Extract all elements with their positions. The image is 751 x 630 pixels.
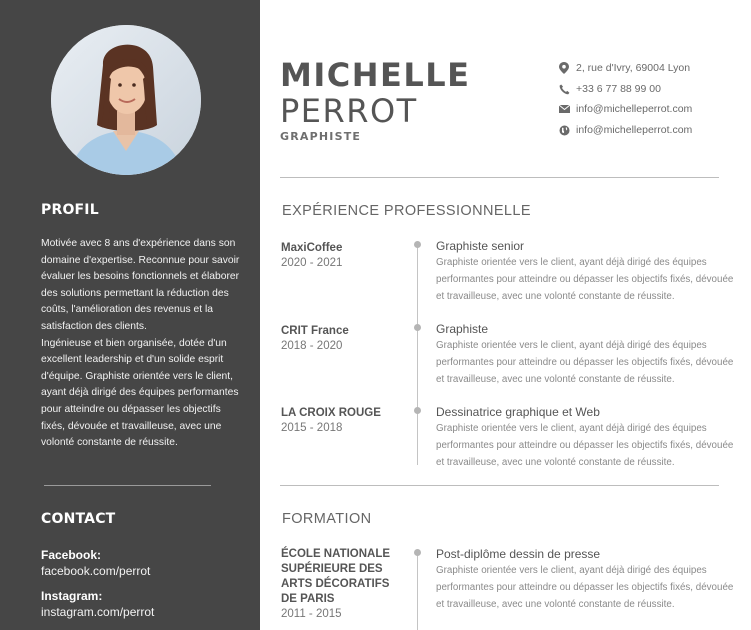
instagram-label: Instagram:	[41, 589, 103, 603]
profile-heading: PROFIL	[41, 202, 99, 218]
experience-description: Graphiste orientée vers le client, ayant déjà dirigé des équipes performantes pour atteindre ou dépasser les objectifs fixés, dévouée et travailleuse, avec une volonté constante de réussite.	[436, 257, 734, 302]
experience-period: 2018 - 2020	[281, 340, 343, 352]
timeline-dot	[414, 324, 421, 331]
email-text[interactable]: info@michelleperrot.com	[576, 103, 693, 115]
education-degree: Post-diplôme dessin de presse	[436, 547, 601, 561]
experience-description: Graphiste orientée vers le client, ayant déjà dirigé des équipes performantes pour atteindre ou dépasser les objectifs fixés, dévouée et travailleuse, avec une volonté constante de réussite.	[436, 340, 734, 385]
location-pin-icon	[558, 62, 570, 74]
timeline-dot	[414, 241, 421, 248]
phone-icon	[558, 83, 570, 95]
experience-company: LA CROIX ROUGE	[281, 407, 381, 419]
website-row	[558, 123, 692, 137]
education-description: Graphiste orientée vers le client, ayant déjà dirigé des équipes performantes pour atteindre ou dépasser les objectifs fixés, dévouée et travailleuse, avec une volonté constante de réussite.	[436, 565, 734, 610]
education-timeline	[417, 552, 418, 630]
last-name: PERROT	[280, 92, 418, 130]
profile-text	[41, 236, 241, 452]
profile-paragraph-1: Motivée avec 8 ans d'expérience dans son domaine d'expertise. Reconnue pour savoir évaluer les besoins fonctionnels et élaborer des solutions permettant la réduction des coûts, l'amélioration des revenus et la satisfaction des clients.	[41, 238, 240, 332]
address-row	[558, 61, 690, 75]
email-row	[558, 102, 692, 116]
first-name: MICHELLE	[280, 56, 471, 94]
job-title: GRAPHISTE	[280, 130, 362, 143]
envelope-icon	[558, 103, 570, 115]
experience-company: MaxiCoffee	[281, 242, 343, 254]
experience-role: Graphiste senior	[436, 239, 525, 253]
instagram-link[interactable]: instagram.com/perrot	[41, 605, 155, 619]
facebook-link[interactable]: facebook.com/perrot	[41, 564, 151, 578]
sidebar	[0, 0, 260, 630]
address-text: 2, rue d'Ivry, 69004 Lyon	[576, 62, 691, 74]
profile-photo	[51, 25, 201, 175]
education-title: FORMATION	[282, 511, 372, 527]
profile-paragraph-2: Ingénieuse et bien organisée, dotée d'un excellent leadership et d'un solide esprit d'équipe. Graphiste orientée vers le client, ayant déjà dirigé des équipes performantes pour atteindre ou dépasser les objectifs fixés, dévouée et travailleuse, avec une volonté constante de réussite.	[41, 337, 239, 449]
timeline-dot	[414, 407, 421, 414]
facebook-label: Facebook:	[41, 548, 102, 562]
experience-description: Graphiste orientée vers le client, ayant déjà dirigé des équipes performantes pour atteindre ou dépasser les objectifs fixés, dévouée et travailleuse, avec une volonté constante de réussite.	[436, 423, 734, 468]
experience-title: EXPÉRIENCE PROFESSIONNELLE	[282, 203, 531, 219]
timeline-dot	[414, 549, 421, 556]
website-text[interactable]: info@michelleperrot.com	[576, 124, 693, 136]
experience-divider	[280, 485, 719, 486]
experience-company: CRIT France	[281, 325, 349, 337]
experience-role: Dessinatrice graphique et Web	[436, 405, 600, 419]
header-divider	[280, 177, 719, 178]
experience-timeline	[417, 243, 418, 465]
experience-period: 2015 - 2018	[281, 422, 343, 434]
education-school: ÉCOLE NATIONALE SUPÉRIEURE DES ARTS DÉCORATIFS DE PARIS	[281, 548, 391, 605]
experience-period: 2020 - 2021	[281, 257, 343, 269]
globe-icon	[558, 124, 570, 136]
sidebar-divider	[44, 485, 211, 486]
phone-row	[558, 82, 661, 96]
phone-text[interactable]: +33 6 77 88 99 00	[576, 83, 661, 95]
contact-heading: CONTACT	[41, 511, 116, 527]
education-period: 2011 - 2015	[281, 608, 342, 620]
experience-role: Graphiste	[436, 322, 489, 336]
portrait-image	[51, 25, 201, 175]
